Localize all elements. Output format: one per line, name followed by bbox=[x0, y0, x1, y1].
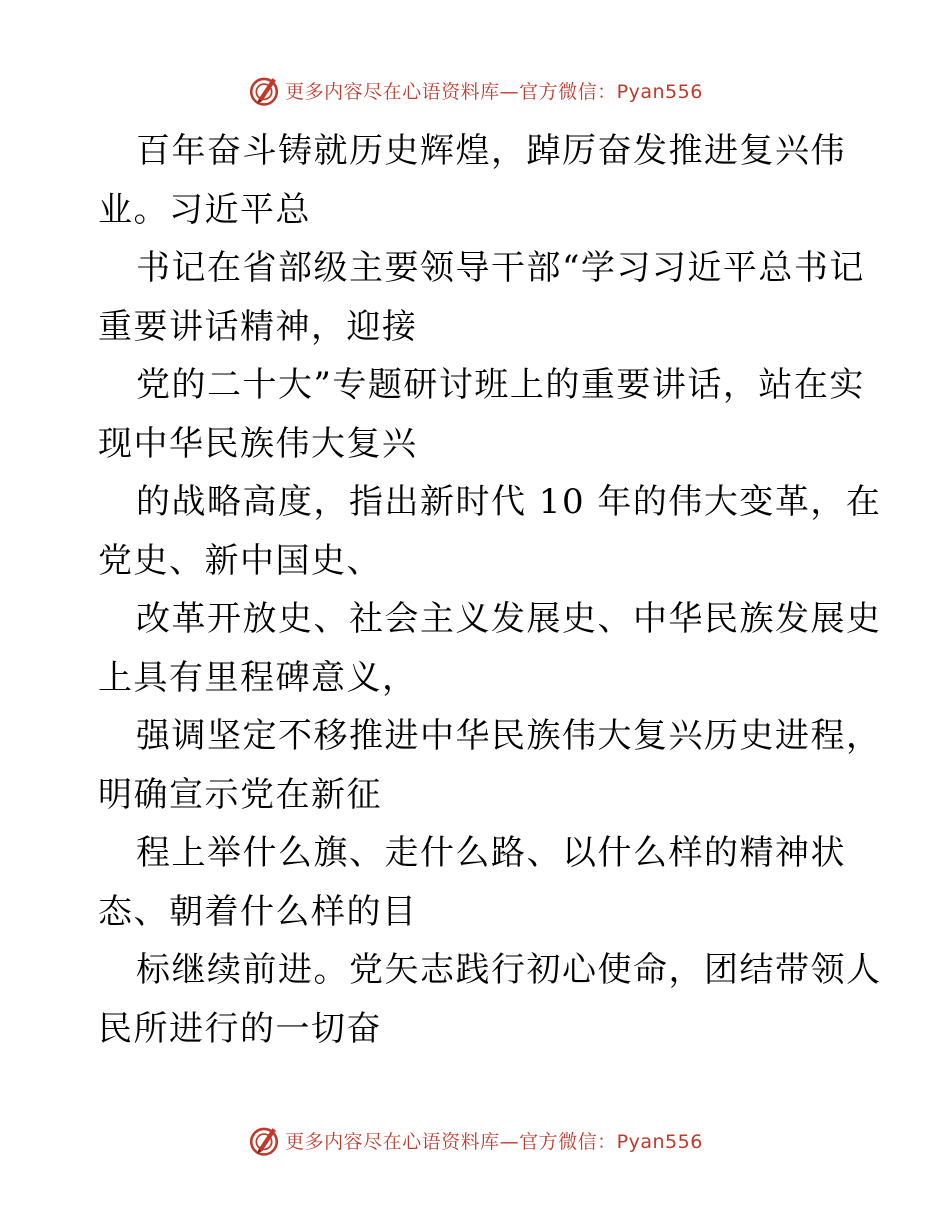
text-line-6: 现中华民族伟大复兴 bbox=[98, 423, 418, 464]
text-line-10: 上具有里程碑意义， bbox=[98, 657, 418, 698]
text-line-5: 党的二十大”专题研讨班上的重要讲话，站在实 bbox=[136, 365, 865, 405]
text-line-8: 党史、新中国史、 bbox=[98, 540, 382, 581]
text-line-3: 书记在省部级主要领导干部“学习习近平总书记 bbox=[136, 248, 865, 288]
text-line-2: 业。习近平总 bbox=[98, 189, 311, 230]
document-body bbox=[98, 122, 882, 1058]
text-line-13: 程上举什么旗、走什么路、以什么样的精神状 bbox=[136, 833, 846, 873]
header-banner-text: 更多内容尽在心语资料库—官方微信：Pyan556 bbox=[285, 80, 703, 103]
text-line-15: 标继续前进。党矢志践行初心使命，团结带领人 bbox=[136, 950, 882, 990]
text-line-7: 的战略高度，指出新时代 10 年的伟大变革，在 bbox=[136, 482, 882, 522]
footer-banner bbox=[0, 1120, 950, 1160]
text-line-4: 重要讲话精神，迎接 bbox=[98, 306, 418, 347]
text-line-14: 态、朝着什么样的目 bbox=[98, 891, 418, 932]
text-line-9: 改革开放史、社会主义发展史、中华民族发展史 bbox=[136, 599, 882, 639]
pen-circle-logo-icon bbox=[247, 1123, 281, 1157]
text-line-16: 民所进行的一切奋 bbox=[98, 1008, 382, 1049]
text-line-1: 百年奋斗铸就历史辉煌，踔厉奋发推进复兴伟 bbox=[136, 131, 846, 171]
text-line-12: 明确宣示党在新征 bbox=[98, 774, 382, 815]
pen-circle-logo-icon bbox=[247, 73, 281, 107]
text-line-11: 强调坚定不移推进中华民族伟大复兴历史进程， bbox=[136, 716, 882, 756]
header-banner bbox=[0, 70, 950, 110]
footer-banner-text: 更多内容尽在心语资料库—官方微信：Pyan556 bbox=[285, 1130, 703, 1153]
